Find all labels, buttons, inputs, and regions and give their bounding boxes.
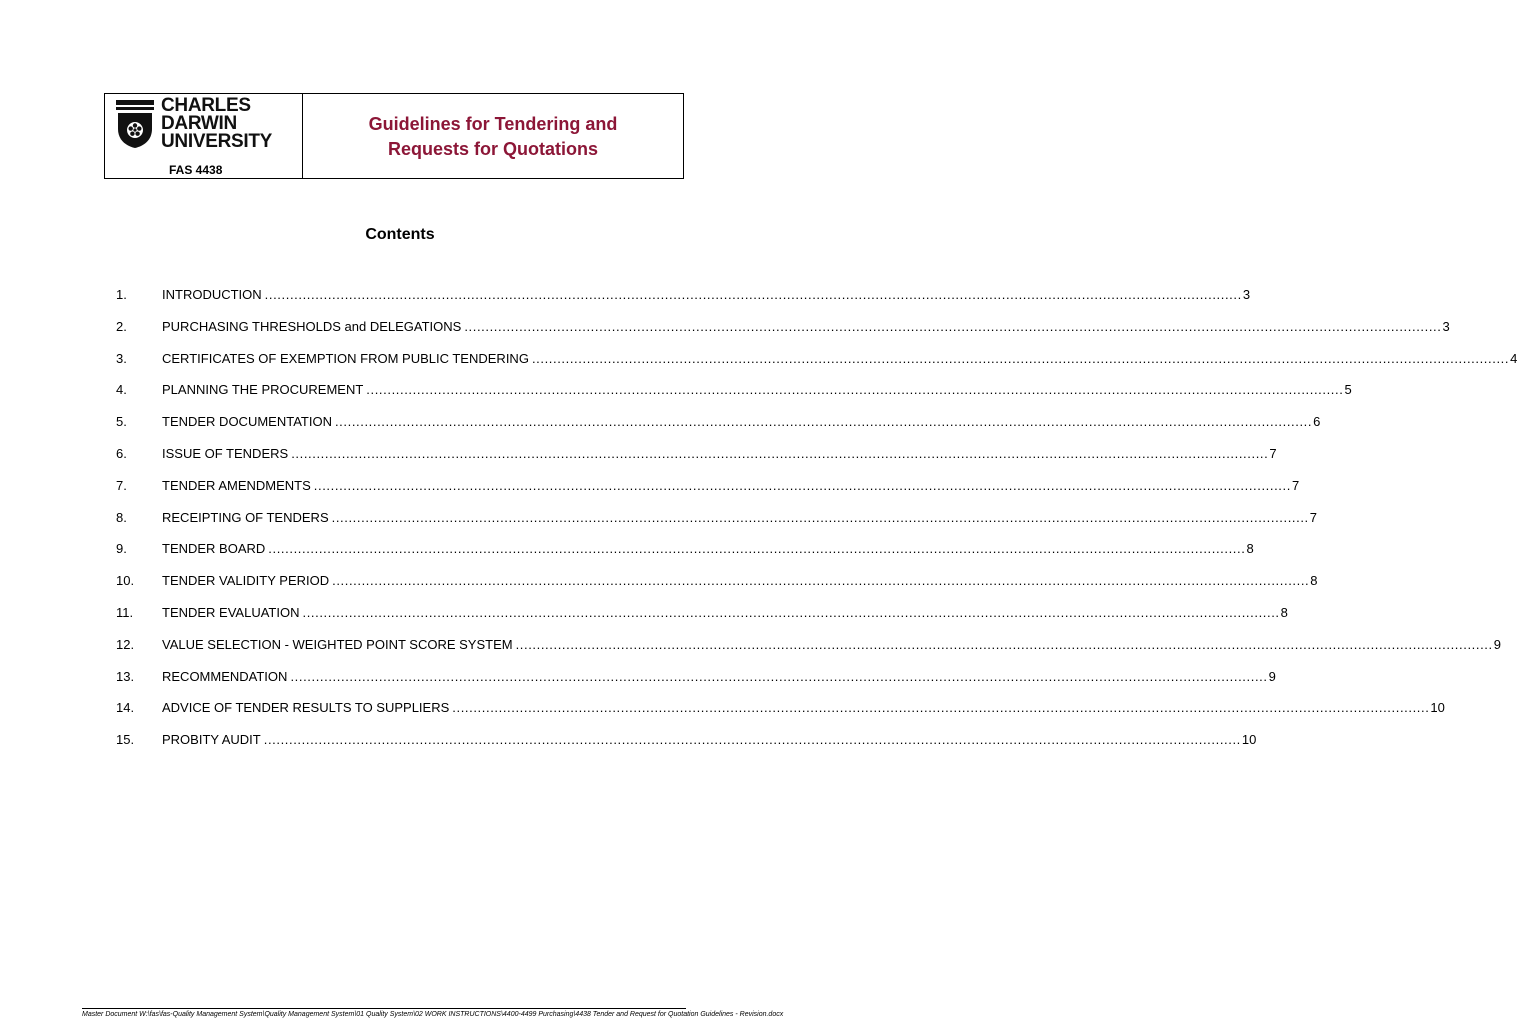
toc-entry-page: 8 bbox=[1280, 604, 1288, 620]
toc-entry-page: 10 bbox=[1241, 732, 1257, 748]
toc-entry-line bbox=[162, 381, 1352, 399]
toc-entry-number: 10. bbox=[116, 573, 135, 589]
toc-entry[interactable] bbox=[116, 445, 1277, 477]
toc-entry-title: PLANNING THE PROCUREMENT bbox=[162, 382, 364, 398]
document-title bbox=[369, 112, 618, 162]
toc-entry-title: RECOMMENDATION bbox=[162, 668, 288, 684]
toc-dot-leader bbox=[452, 699, 1429, 717]
toc-entry-line bbox=[162, 731, 1257, 749]
toc-entry-number: 4. bbox=[116, 382, 127, 398]
toc-entry-page: 7 bbox=[1269, 445, 1277, 461]
toc-dot-leader bbox=[516, 636, 1493, 654]
toc-entry-page: 5 bbox=[1344, 382, 1352, 398]
toc-entry-line bbox=[162, 477, 1300, 495]
toc-entry[interactable] bbox=[116, 286, 1251, 318]
toc-entry-title: TENDER VALIDITY PERIOD bbox=[162, 573, 330, 589]
toc-entry-number: 3. bbox=[116, 350, 127, 366]
toc-entry-page: 9 bbox=[1493, 636, 1501, 652]
toc-entry-page: 7 bbox=[1291, 477, 1300, 493]
toc-entry-title: RECEIPTING OF TENDERS bbox=[162, 509, 329, 525]
toc-entry-line bbox=[162, 350, 1517, 368]
toc-entry-line bbox=[162, 413, 1321, 431]
toc-entry-line bbox=[162, 445, 1277, 463]
toc-dot-leader bbox=[532, 350, 1509, 368]
university-name-line-2: DARWIN bbox=[161, 113, 237, 134]
toc-dot-leader bbox=[265, 286, 1242, 304]
toc-entry-number: 1. bbox=[116, 287, 127, 302]
footer-document-path: Master Document W:\fas\fas-Quality Management System\Quality Management System\01 Quality System\02 WORK INSTRUCTIONS\4400-4499 Purchasing\4438 Tender and Request for Quotation Guidelines - Revision.docx bbox=[82, 1008, 686, 1019]
contents-heading: Contents bbox=[365, 226, 435, 243]
toc-entry-line bbox=[162, 540, 1254, 558]
toc-entry-title: TENDER AMENDMENTS bbox=[162, 477, 311, 493]
toc-entry-number: 14. bbox=[116, 700, 135, 716]
toc-entry[interactable] bbox=[116, 668, 1276, 700]
title-cell bbox=[303, 94, 683, 178]
toc-entry-page: 10 bbox=[1430, 700, 1445, 716]
toc-entry[interactable] bbox=[116, 604, 1288, 636]
toc-entry-number: 6. bbox=[116, 445, 127, 461]
toc-dot-leader bbox=[290, 668, 1267, 686]
toc-entry-title: ADVICE OF TENDER RESULTS TO SUPPLIERS bbox=[162, 700, 450, 716]
toc-entry[interactable] bbox=[116, 699, 1445, 731]
toc-entry-page: 3 bbox=[1242, 287, 1251, 302]
toc-entry-page: 8 bbox=[1246, 541, 1254, 557]
toc-dot-leader bbox=[268, 540, 1245, 558]
toc-entry-title: PROBITY AUDIT bbox=[162, 732, 261, 748]
toc-entry-line bbox=[162, 604, 1288, 622]
toc-entry-page: 7 bbox=[1309, 509, 1317, 525]
toc-entry-number: 7. bbox=[116, 477, 127, 493]
toc-entry-title: VALUE SELECTION - WEIGHTED POINT SCORE SYSTEM bbox=[162, 636, 513, 652]
toc-entry[interactable] bbox=[116, 381, 1352, 413]
toc-entry-title: TENDER DOCUMENTATION bbox=[162, 414, 332, 430]
toc-entry-line bbox=[162, 699, 1445, 717]
toc-dot-leader bbox=[264, 731, 1241, 749]
toc-entry-line bbox=[162, 286, 1251, 304]
toc-entry-line bbox=[162, 668, 1276, 686]
toc-entry-line bbox=[162, 572, 1318, 590]
document-title-line-1: Guidelines for Tendering and bbox=[368, 114, 618, 134]
toc-entry-title: INTRODUCTION bbox=[162, 287, 262, 302]
toc-entry-number: 12. bbox=[116, 636, 135, 652]
toc-dot-leader bbox=[366, 381, 1343, 399]
toc-entry-page: 4 bbox=[1510, 350, 1517, 366]
toc-dot-leader bbox=[302, 604, 1279, 622]
toc-dot-leader bbox=[314, 477, 1291, 495]
toc-entry-title: CERTIFICATES OF EXEMPTION FROM PUBLIC TENDERING bbox=[162, 350, 529, 366]
toc-entry-number: 5. bbox=[116, 414, 127, 430]
toc-dot-leader bbox=[332, 572, 1309, 590]
toc-entry-title: ISSUE OF TENDERS bbox=[162, 445, 289, 461]
toc-entry-number: 13. bbox=[116, 668, 135, 684]
toc-entry[interactable] bbox=[116, 509, 1317, 541]
toc-entry-number: 9. bbox=[116, 541, 127, 557]
toc-dot-leader bbox=[291, 445, 1268, 463]
toc-entry-page: 3 bbox=[1442, 318, 1450, 334]
toc-entry-number: 15. bbox=[116, 732, 135, 748]
toc-dot-leader bbox=[464, 318, 1441, 336]
toc-entry[interactable] bbox=[116, 350, 1517, 382]
toc-dot-leader bbox=[332, 509, 1309, 527]
toc-entry-title: TENDER BOARD bbox=[162, 541, 266, 557]
document-code: FAS 4438 bbox=[169, 163, 223, 177]
toc-entry-title: TENDER EVALUATION bbox=[162, 604, 300, 620]
toc-entry[interactable] bbox=[116, 540, 1254, 572]
toc-entry-line bbox=[162, 509, 1317, 527]
document-header bbox=[104, 93, 684, 179]
toc-dot-leader bbox=[335, 413, 1312, 431]
toc-entry[interactable] bbox=[116, 413, 1321, 445]
toc-entry-line bbox=[162, 636, 1501, 654]
toc-entry[interactable] bbox=[116, 572, 1318, 604]
table-of-contents bbox=[116, 286, 1517, 763]
toc-entry-number: 8. bbox=[116, 509, 127, 525]
toc-entry[interactable] bbox=[116, 318, 1450, 350]
university-name bbox=[161, 97, 272, 151]
university-name-line-3: UNIVERSITY bbox=[161, 131, 273, 152]
toc-entry-title: PURCHASING THRESHOLDS and DELEGATIONS bbox=[162, 318, 462, 334]
toc-entry-page: 8 bbox=[1310, 573, 1318, 589]
university-name-line-1: CHARLES bbox=[161, 95, 251, 116]
toc-entry[interactable] bbox=[116, 477, 1300, 509]
toc-entry-page: 9 bbox=[1268, 668, 1276, 684]
toc-entry-page: 6 bbox=[1313, 414, 1321, 430]
logo-cell bbox=[105, 94, 303, 178]
university-crest-icon bbox=[115, 99, 155, 149]
toc-entry-number: 11. bbox=[116, 604, 134, 620]
toc-entry-number: 2. bbox=[116, 318, 127, 334]
toc-entry[interactable] bbox=[116, 731, 1257, 763]
toc-entry[interactable] bbox=[116, 636, 1501, 668]
document-title-line-2: Requests for Quotations bbox=[387, 139, 598, 159]
toc-entry-line bbox=[162, 318, 1450, 336]
